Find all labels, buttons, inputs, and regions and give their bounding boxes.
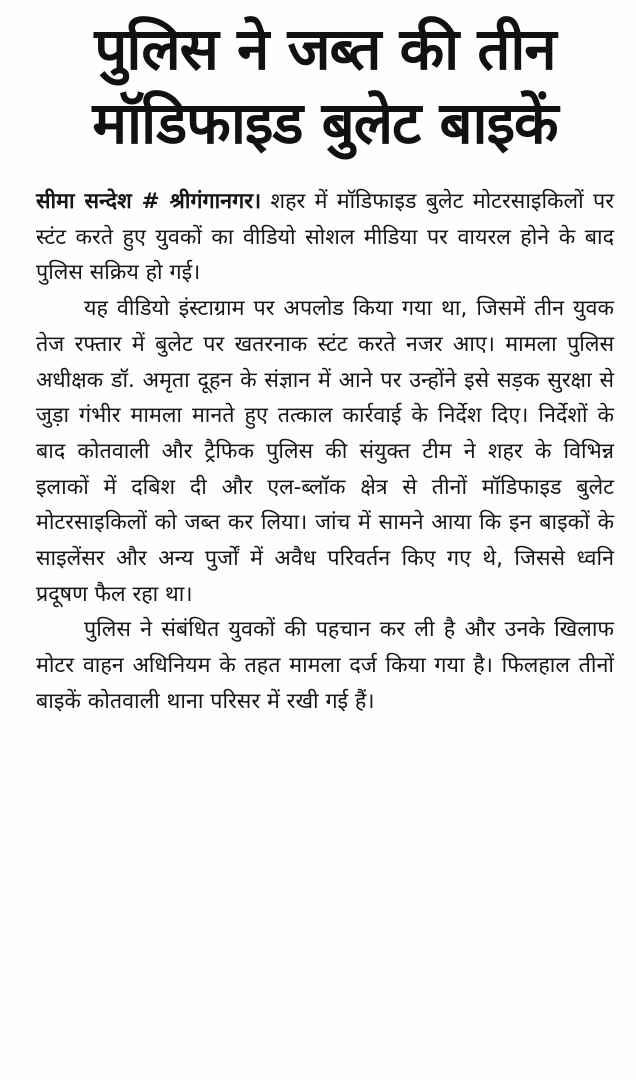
headline-line-2: मॉडिफाइड बुलेट बाइकें bbox=[92, 89, 558, 157]
headline bbox=[36, 12, 614, 160]
article-paragraph-3: पुलिस ने संबंधित युवकों की पहचान कर ली है और उनके खिलाफ मोटर वाहन अधिनियम के तहत मामला दर्ज किया गया है। फिलहाल तीनों बाइकें कोतवाली थाना परिसर में रखी गई हैं। bbox=[36, 617, 614, 714]
headline-line-1: पुलिस ने जब्त की तीन bbox=[94, 15, 556, 83]
dateline: सीमा सन्देश # श्रीगंगानगर। bbox=[36, 189, 262, 214]
article-paragraph-2: यह वीडियो इंस्टाग्राम पर अपलोड किया गया था, जिसमें तीन युवक तेज रफ्तार में बुलेट पर खतरनाक स्टंट करते नजर आए। मामला पुलिस अधीक्षक डॉ. अमृता दूहन के संज्ञान में आने पर उन्होंने इसे सड़क सुरक्षा से जुड़ा गंभीर मामला मानते हुए तत्काल कार्रवाई के निर्देश दिए। निर्देशों के बाद कोतवाली और ट्रैफिक पुलिस की संयुक्त टीम ने शहर के विभिन्न इलाकों में दबिश दी और एल-ब्लॉक क्षेत्र से तीनों मॉडिफाइड बुलेट मोटरसाइकिलों को जब्त कर लिया। जांच में सामने आया कि इन बाइकों के साइलेंसर और अन्य पुर्जों में अवैध परिवर्तन किए गए थे, जिससे ध्वनि प्रदूषण फैल रहा था। bbox=[36, 296, 614, 607]
article-body bbox=[36, 184, 614, 720]
paragraph-1-text: शहर में मॉडिफाइड बुलेट मोटरसाइकिलों पर स्टंट करते हुए युवकों का वीडियो सोशल मीडिया पर वायरल होने के बाद पुलिस सक्रिय हो गई। bbox=[36, 189, 614, 286]
article-paragraph-1 bbox=[36, 184, 614, 291]
